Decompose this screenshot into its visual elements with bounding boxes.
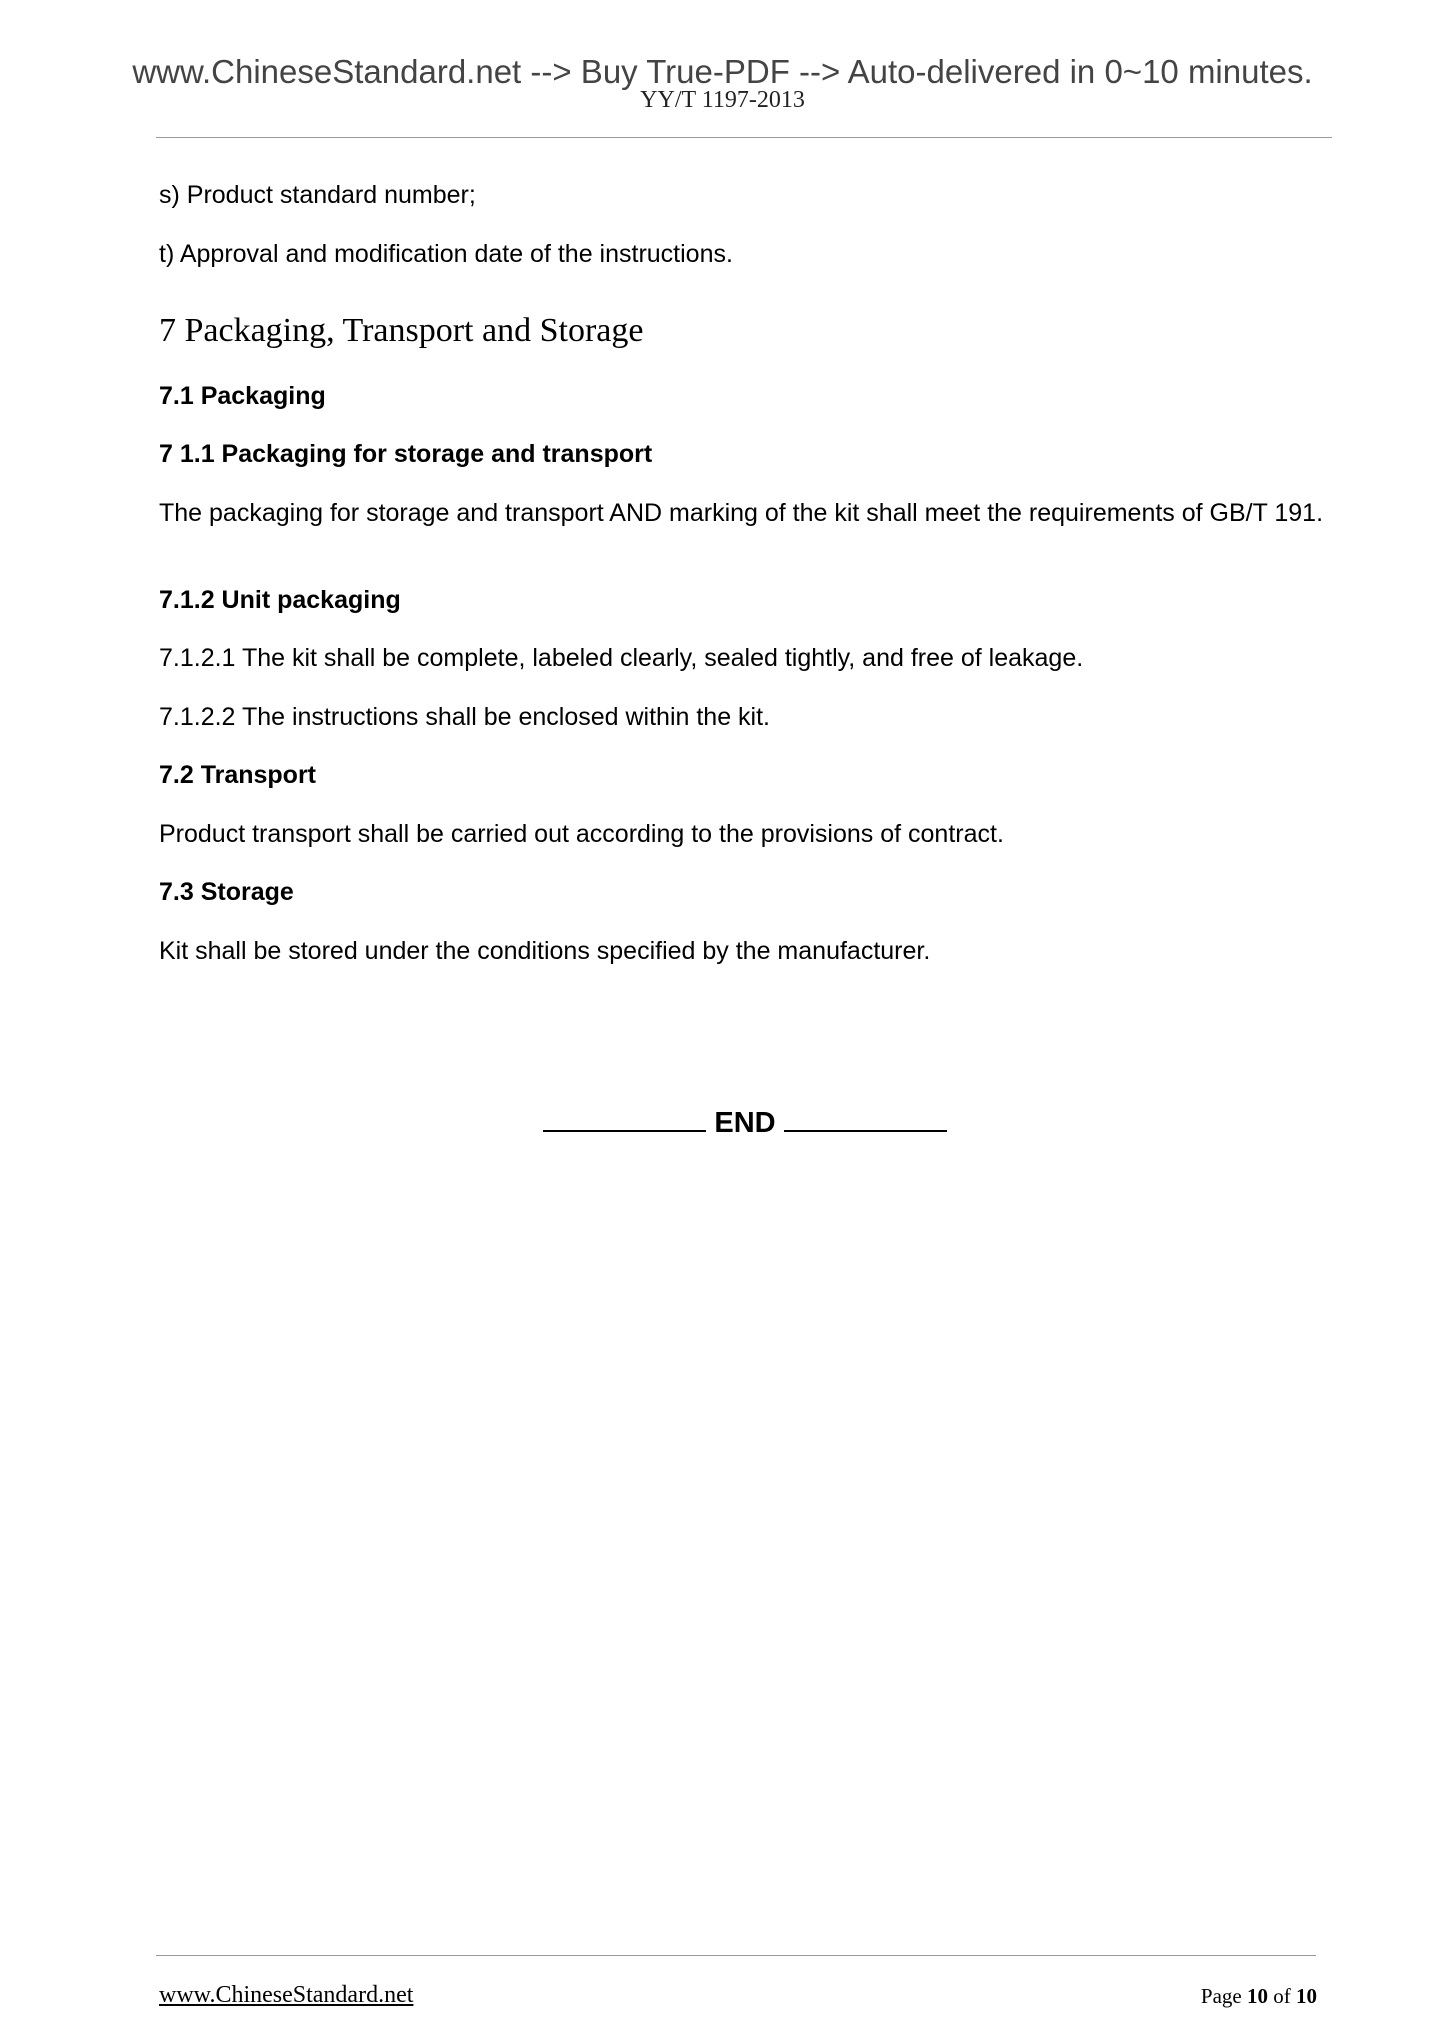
page-number [1201,1983,1317,2009]
chapter-title: 7 Packaging, Transport and Storage [159,312,644,349]
paragraph-7-1-2-2: 7.1.2.2 The instructions shall be enclosed within the kit. [159,703,770,731]
of-word: of [1273,1984,1291,2008]
section-heading-7-2: 7.2 Transport [159,761,316,789]
page-current: 10 [1247,1984,1268,2008]
end-rule-right [784,1104,947,1132]
section-heading-7-1-1: 7 1.1 Packaging for storage and transport [159,440,653,468]
page-total: 10 [1296,1984,1317,2008]
section-heading-7-1: 7.1 Packaging [159,382,326,410]
paragraph-7-3: Kit shall be stored under the conditions specified by the manufacturer. [159,937,931,965]
page-word: Page [1200,1984,1242,2008]
paragraph-7-1-1: The packaging for storage and transport AND marking of the kit shall meet the requirements of GB/T 191. [159,499,1324,527]
standard-number: YY/T 1197-2013 [640,87,805,113]
section-heading-7-3: 7.3 Storage [159,878,294,906]
list-item-s: s) Product standard number; [159,181,476,209]
paragraph-7-1-2-1: 7.1.2.1 The kit shall be complete, labeled clearly, sealed tightly, and free of leakage. [159,644,1084,672]
list-item-t: t) Approval and modification date of the instructions. [159,240,733,268]
top-banner: www.ChineseStandard.net --> Buy True-PDF --> Auto-delivered in 0~10 minutes. [132,53,1313,90]
footer-divider [156,1955,1316,1956]
header-divider [156,137,1332,138]
end-marker [0,1104,1445,1140]
end-text: END [714,1107,776,1139]
section-heading-7-1-2: 7.1.2 Unit packaging [159,586,401,614]
footer-site-link[interactable]: www.ChineseStandard.net [159,1982,414,2008]
paragraph-7-2: Product transport shall be carried out according to the provisions of contract. [159,820,1004,848]
end-rule-left [543,1104,706,1132]
